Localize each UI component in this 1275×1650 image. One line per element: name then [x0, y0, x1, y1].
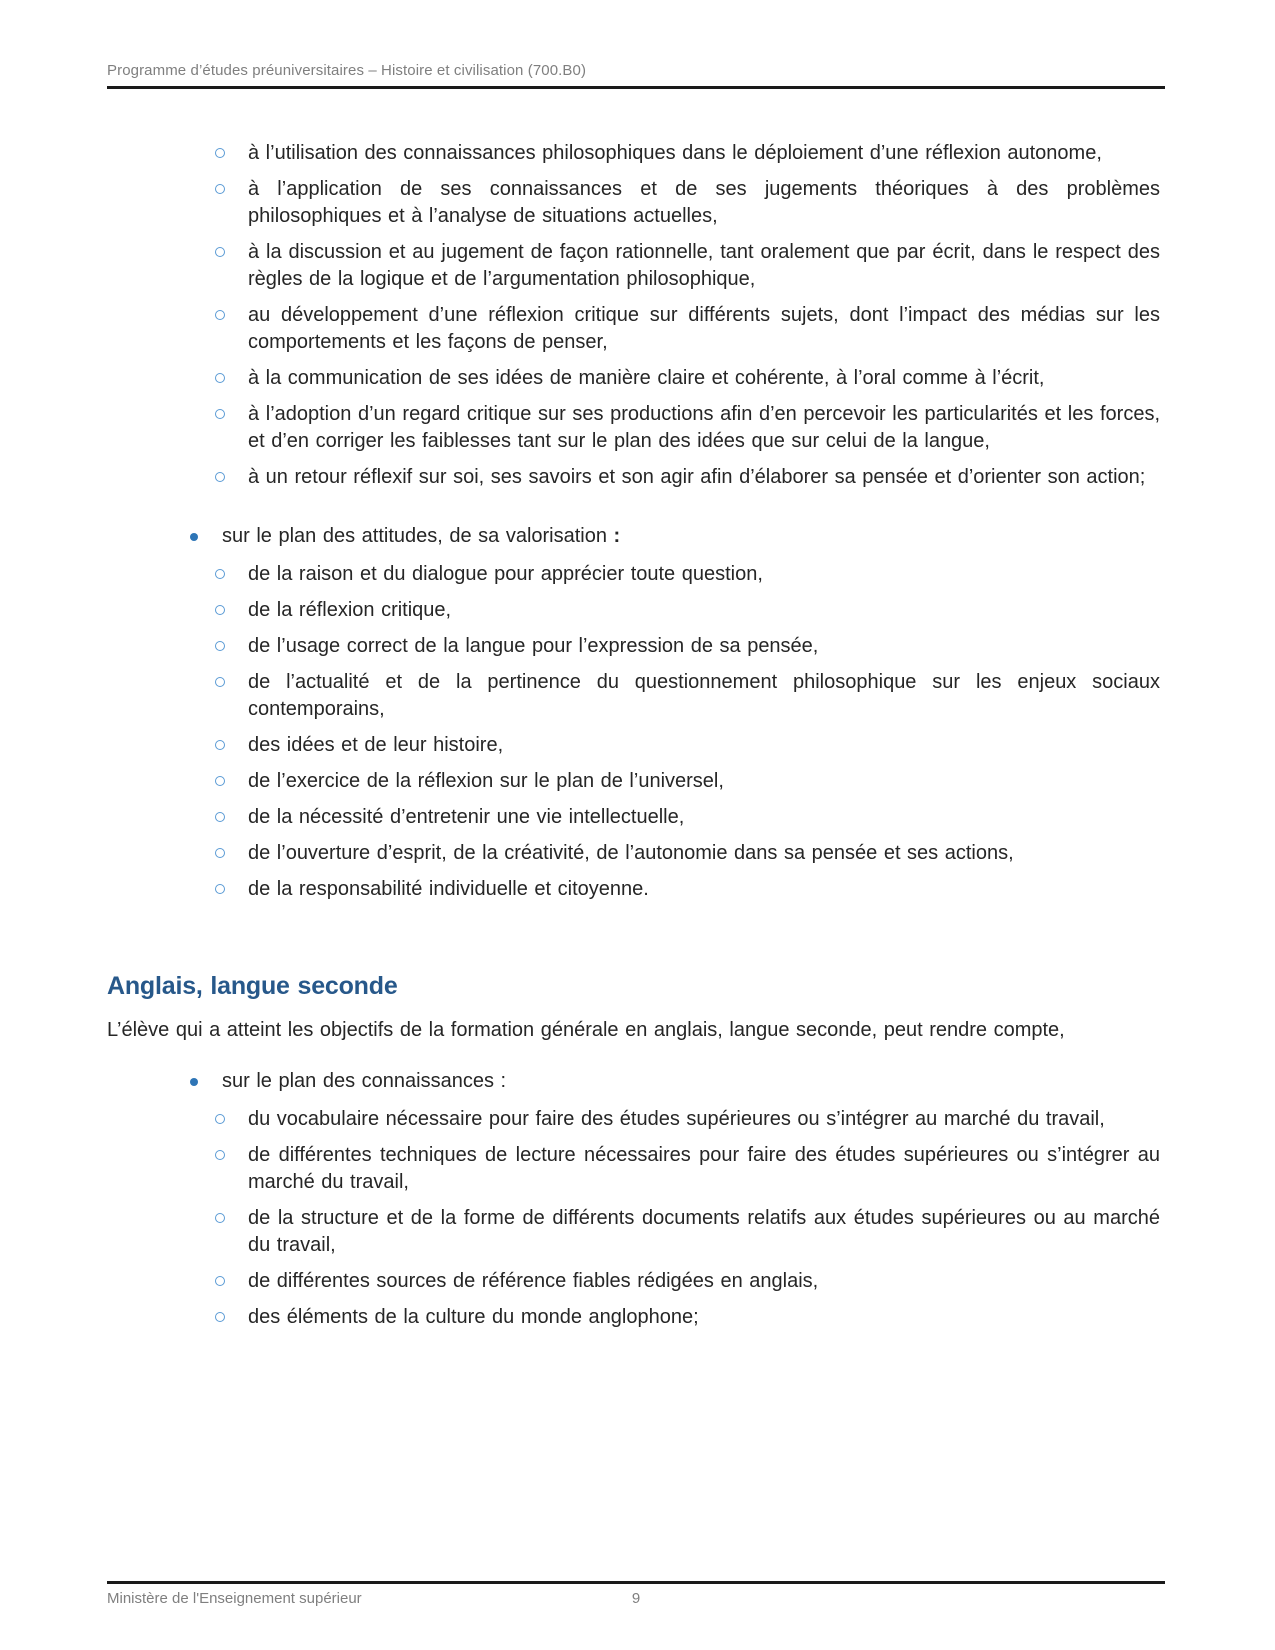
- circle-bullet-icon: [215, 677, 225, 687]
- connaissances-label: sur le plan des connaissances :: [222, 1070, 507, 1092]
- circle-bullet-icon: [215, 569, 225, 579]
- list-item-text: des éléments de la culture du monde anglophone;: [248, 1306, 699, 1328]
- list-item-text: à l’application de ses connaissances et de ses jugements théoriques à des problèmes philosophiques et à l’analyse de situations actuelles,: [248, 178, 1160, 227]
- list-item: [248, 669, 1160, 723]
- circle-bullet-icon: [215, 641, 225, 651]
- circle-bullet-icon: [215, 848, 225, 858]
- circle-bullet-icon: [215, 409, 225, 419]
- list-item: [248, 1106, 1160, 1133]
- list-item-text: de différentes techniques de lecture nécessaires pour faire des études supérieures ou s’intégrer au marché du travail,: [248, 1144, 1160, 1193]
- list-item-text: de la réflexion critique,: [248, 599, 452, 621]
- circle-bullet-icon: [215, 884, 225, 894]
- footer-ministry: Ministère de l'Enseignement supérieur: [107, 1590, 362, 1607]
- list-item-text: de la nécessité d’entretenir une vie intellectuelle,: [248, 806, 685, 828]
- list-item: [248, 1205, 1160, 1259]
- list-item: [248, 239, 1160, 293]
- list-item-text: au développement d’une réflexion critique sur différents sujets, dont l’impact des médias sur les comportements et les façons de penser,: [248, 304, 1160, 353]
- list-item-text: à l’utilisation des connaissances philosophiques dans le déploiement d’une réflexion autonome,: [248, 142, 1102, 164]
- list-item-text: de l’actualité et de la pertinence du questionnement philosophique sur les enjeux sociaux contemporains,: [248, 671, 1160, 720]
- list-item-text: à la discussion et au jugement de façon rationnelle, tant oralement que par écrit, dans le respect des règles de la logique et de l’argumentation philosophique,: [248, 241, 1160, 290]
- list-item-text: à un retour réflexif sur soi, ses savoirs et son agir afin d’élaborer sa pensée et d’orienter son action;: [248, 466, 1146, 488]
- list-item: [248, 140, 1160, 167]
- list-item: [248, 302, 1160, 356]
- circle-bullet-icon: [215, 184, 225, 194]
- list-item: [248, 401, 1160, 455]
- list-item: [248, 561, 1160, 588]
- circle-bullet-icon: [215, 1213, 225, 1223]
- document-body: [107, 140, 1165, 1340]
- circle-bullet-icon: [215, 605, 225, 615]
- list-item-text: de l’exercice de la réflexion sur le plan de l’universel,: [248, 770, 724, 792]
- list-item: [248, 464, 1160, 491]
- list-item: [248, 633, 1160, 660]
- circle-bullet-icon: [215, 1150, 225, 1160]
- list-item: [248, 176, 1160, 230]
- circle-bullet-icon: [215, 1312, 225, 1322]
- circle-bullet-icon: [215, 310, 225, 320]
- circle-bullet-icon: [215, 148, 225, 158]
- circle-bullet-icon: [215, 472, 225, 482]
- circle-bullet-icon: [215, 1276, 225, 1286]
- philosophy-capacities-list: [107, 140, 1165, 491]
- page-header: [107, 62, 1165, 89]
- connaissances-lead-item: [222, 1068, 1165, 1095]
- connaissances-list: [107, 1106, 1165, 1331]
- circle-bullet-icon: [215, 1114, 225, 1124]
- disc-bullet-icon: [190, 533, 198, 541]
- attitudes-list: [107, 561, 1165, 903]
- list-item-text: de la structure et de la forme de différents documents relatifs aux études supérieures ou au marché du travail,: [248, 1207, 1160, 1256]
- list-item: [248, 1304, 1160, 1331]
- circle-bullet-icon: [215, 776, 225, 786]
- list-item-text: à l’adoption d’un regard critique sur ses productions afin d’en percevoir les particularités et les forces, et d’en corriger les faiblesses tant sur le plan des idées que sur celui de la langue,: [248, 403, 1160, 452]
- page-footer: [107, 1581, 1165, 1607]
- disc-bullet-icon: [190, 1078, 198, 1086]
- circle-bullet-icon: [215, 740, 225, 750]
- list-item-text: de l’usage correct de la langue pour l’expression de sa pensée,: [248, 635, 819, 657]
- list-item-text: du vocabulaire nécessaire pour faire des études supérieures ou s’intégrer au marché du travail,: [248, 1108, 1105, 1130]
- list-item: [248, 804, 1160, 831]
- list-item-text: de l’ouverture d’esprit, de la créativité, de l’autonomie dans sa pensée et ses actions,: [248, 842, 1014, 864]
- attitudes-colon: :: [607, 525, 621, 547]
- list-item-text: des idées et de leur histoire,: [248, 734, 504, 756]
- attitudes-lead-item: [222, 523, 1165, 550]
- section-heading-anglais: Anglais, langue seconde: [107, 972, 398, 1000]
- list-item: [248, 876, 1160, 903]
- list-item-text: de la responsabilité individuelle et citoyenne.: [248, 878, 649, 900]
- list-item: [248, 1142, 1160, 1196]
- list-item-text: à la communication de ses idées de manière claire et cohérente, à l’oral comme à l’écrit,: [248, 367, 1045, 389]
- list-item-text: de la raison et du dialogue pour apprécier toute question,: [248, 563, 763, 585]
- attitudes-label: sur le plan des attitudes, de sa valorisation: [222, 525, 607, 547]
- list-item: [248, 840, 1160, 867]
- anglais-intro-paragraph: L’élève qui a atteint les objectifs de la formation générale en anglais, langue seconde, peut rendre compte,: [107, 1019, 1065, 1041]
- circle-bullet-icon: [215, 373, 225, 383]
- header-running-title: Programme d’études préuniversitaires – Histoire et civilisation (700.B0): [107, 62, 587, 79]
- list-item: [248, 732, 1160, 759]
- circle-bullet-icon: [215, 812, 225, 822]
- list-item: [248, 597, 1160, 624]
- list-item: [248, 365, 1160, 392]
- circle-bullet-icon: [215, 247, 225, 257]
- list-item: [248, 768, 1160, 795]
- list-item: [248, 1268, 1160, 1295]
- list-item-text: de différentes sources de référence fiables rédigées en anglais,: [248, 1270, 819, 1292]
- footer-page-number: 9: [631, 1590, 641, 1607]
